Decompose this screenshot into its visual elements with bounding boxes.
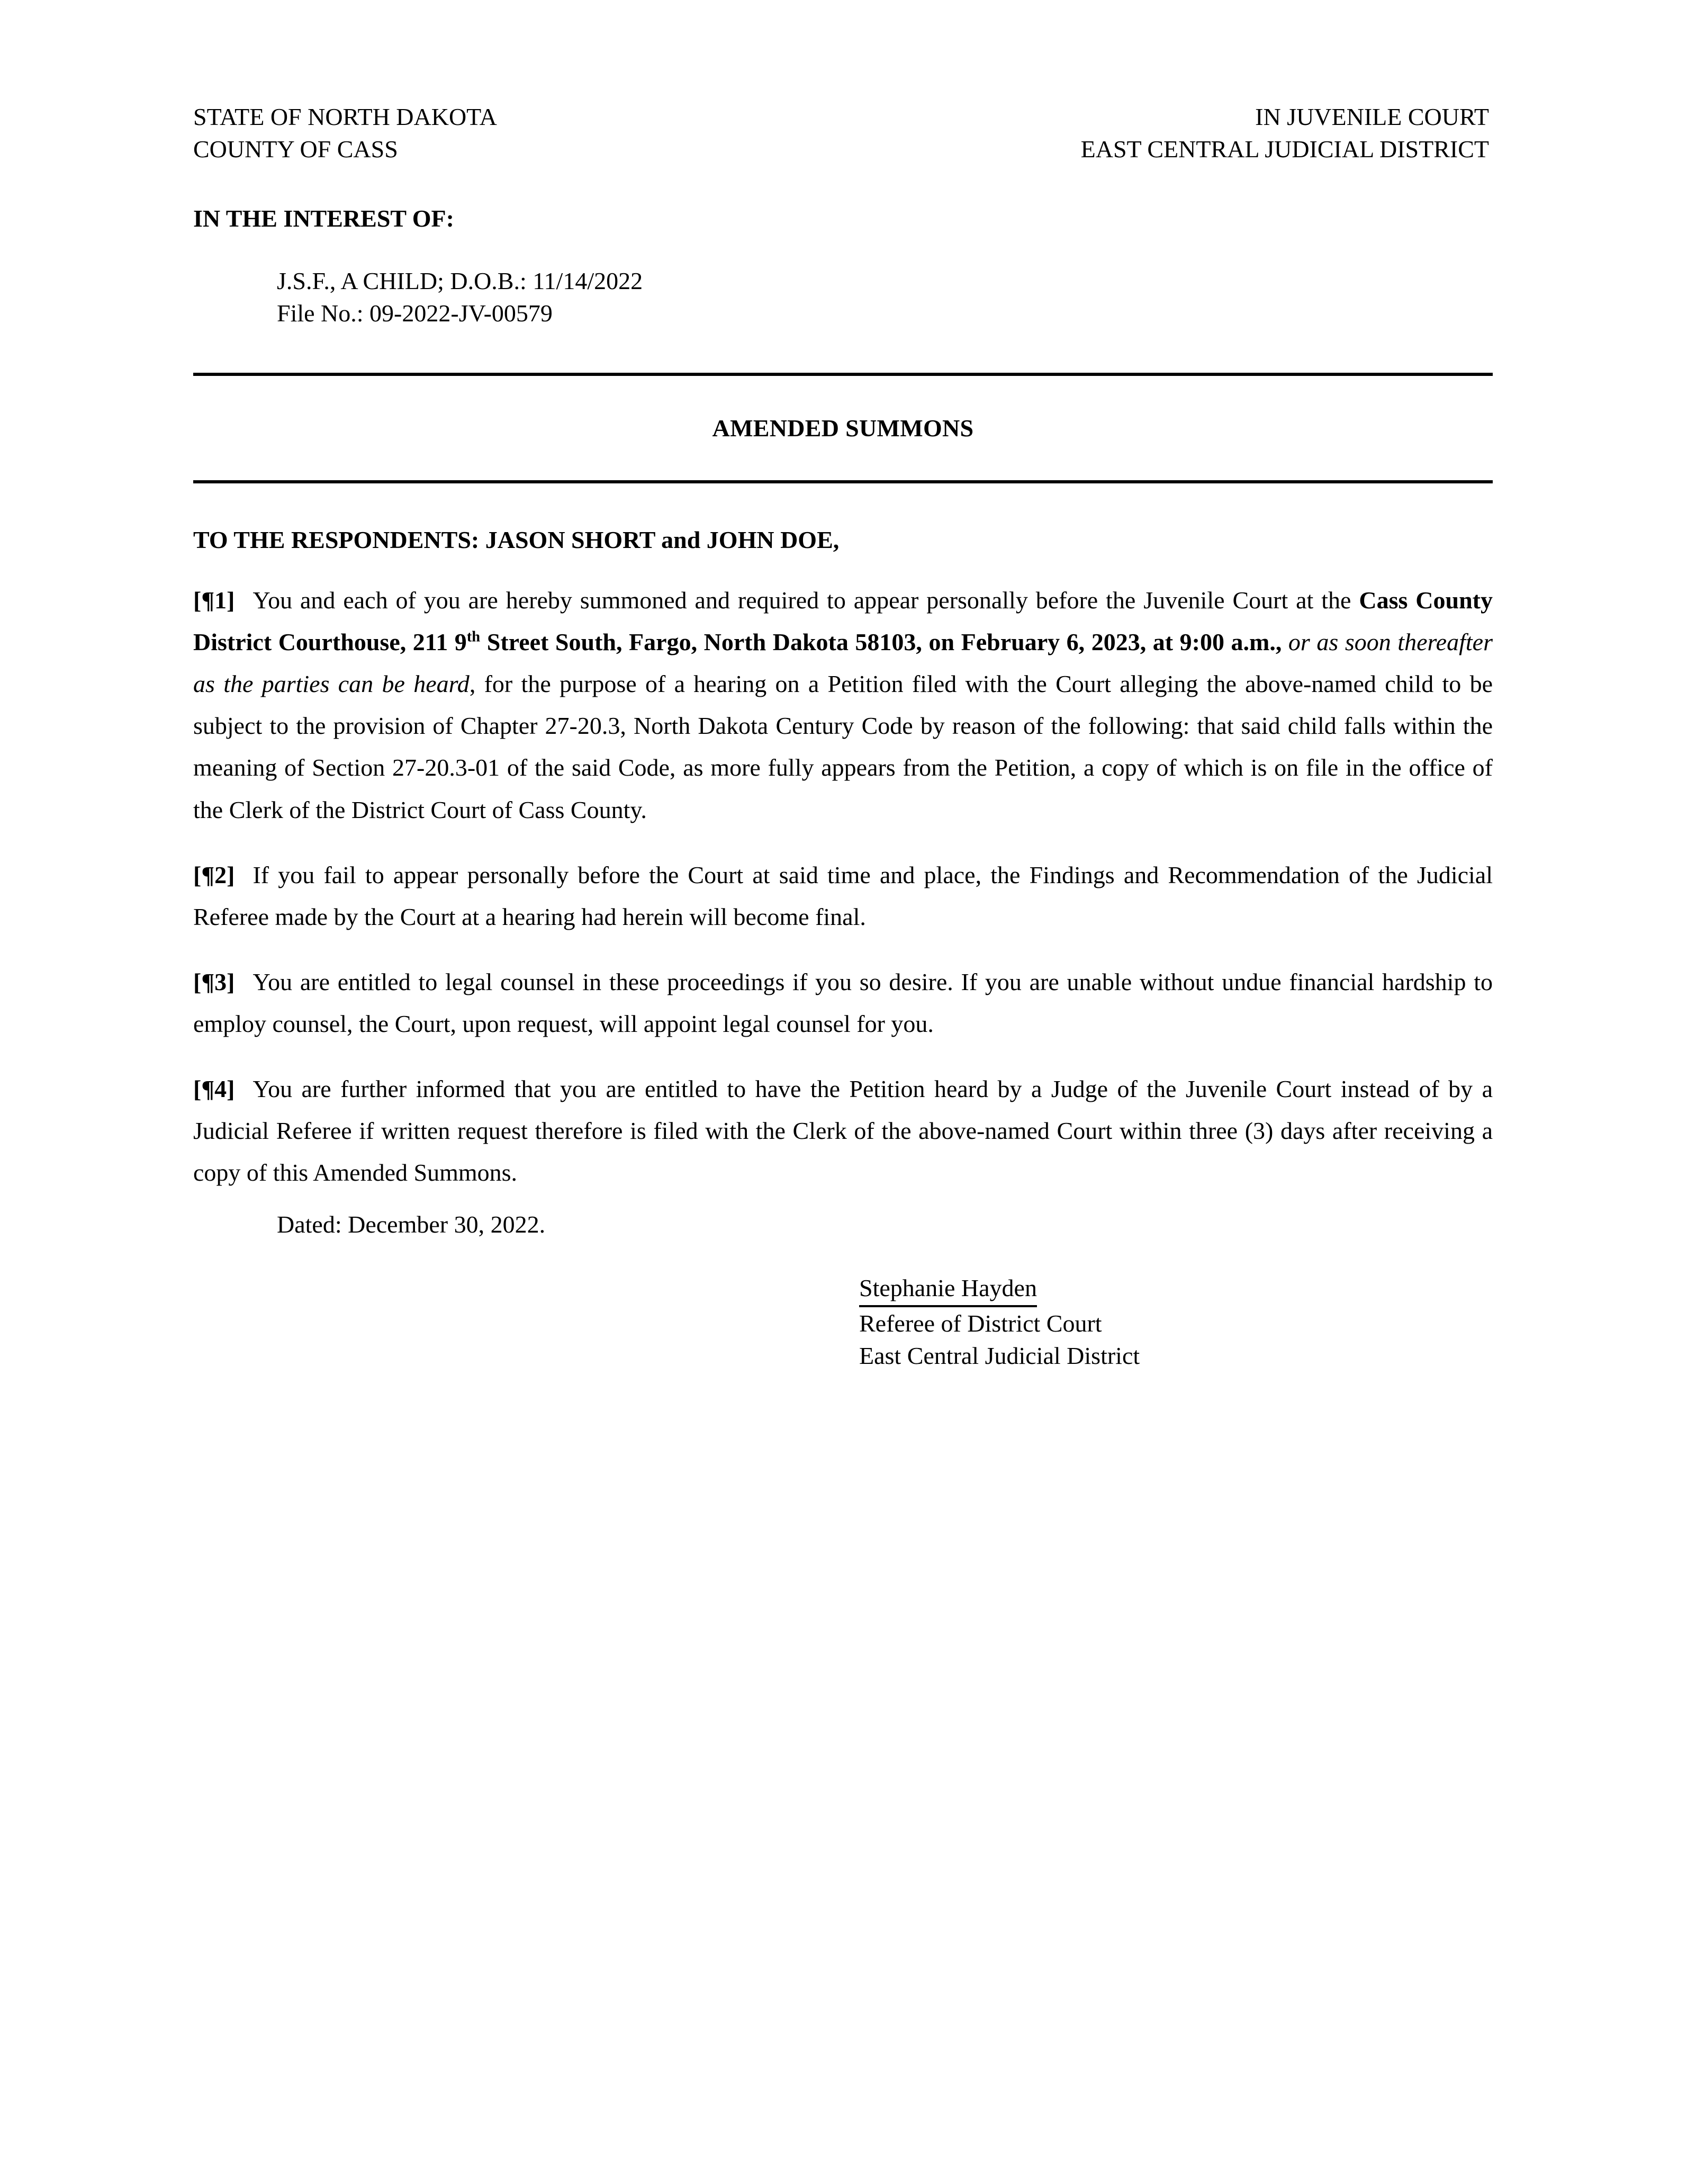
dated-line: Dated: December 30, 2022.	[277, 1211, 546, 1238]
case-caption	[277, 265, 1493, 329]
file-number-line: File No.: 09-2022-JV-00579	[277, 299, 553, 327]
court-header-right	[1081, 101, 1493, 165]
paragraph-3	[193, 961, 1493, 1045]
paragraph-4	[193, 1068, 1493, 1193]
paragraph-3-marker: [¶3]	[193, 968, 235, 995]
court-header-left	[193, 101, 497, 165]
paragraph-2	[193, 854, 1493, 938]
signature-name-wrapper	[859, 1272, 1493, 1307]
page-title: AMENDED SUMMONS	[712, 414, 974, 442]
state-line: STATE OF NORTH DAKOTA	[193, 103, 497, 130]
paragraph-1	[193, 579, 1493, 831]
respondents-line: TO THE RESPONDENTS: JASON SHORT and JOHN DOE,	[193, 526, 840, 553]
court-type-line: IN JUVENILE COURT	[1255, 103, 1489, 130]
child-identifier-line: J.S.F., A CHILD; D.O.B.: 11/14/2022	[277, 267, 643, 294]
signature-name: Stephanie Hayden	[859, 1272, 1037, 1307]
signature-block	[859, 1272, 1493, 1372]
paragraph-2-text: If you fail to appear personally before the Court at said time and place, the Findings and Recommendation of the Judicial Referee made by the Court at a hearing had herein will become final.	[193, 861, 1493, 930]
interest-heading: IN THE INTEREST OF:	[193, 205, 454, 232]
judicial-district-line: EAST CENTRAL JUDICIAL DISTRICT	[1080, 136, 1489, 163]
signature-district: East Central Judicial District	[859, 1342, 1140, 1369]
signature-title: Referee of District Court	[859, 1309, 1102, 1337]
paragraph-2-marker: [¶2]	[193, 861, 235, 888]
paragraph-1-hearing-location-a: Cass County District Courthouse, 211 9	[193, 587, 1493, 656]
page-content	[193, 0, 1493, 1372]
paragraph-1-marker: [¶1]	[193, 587, 235, 614]
ordinal-suffix-superscript: th	[466, 628, 481, 645]
paragraph-3-text: You are entitled to legal counsel in these proceedings if you so desire. If you are unable without undue financial hardship to employ counsel, the Court, upon request, will appoint legal counsel for you.	[193, 968, 1493, 1038]
county-line: COUNTY OF CASS	[193, 136, 398, 163]
paragraph-4-marker: [¶4]	[193, 1075, 235, 1103]
paragraph-1-text-b: , for the purpose of a hearing on a Petition filed with the Court alleging the above-named child to be subject to the provision of Chapter 27-20.3, North Dakota Century Code by reason of the following: that said child falls within the meaning of Section 27-20.3-01 of the said Code, as more fully appears from the Petition, a copy of which is on file in the office of the Clerk of the District Court of Cass County.	[193, 670, 1493, 823]
court-header	[193, 0, 1493, 165]
title-rule-bottom	[193, 480, 1493, 483]
paragraph-1-italic-clause: or as soon thereafter as the parties can be heard	[193, 628, 1493, 698]
paragraph-4-text: You are further informed that you are entitled to have the Petition heard by a Judge of the Juvenile Court instead of by a Judicial Referee if written request therefore is filed with the Clerk of the above-named Court within three (3) days after receiving a copy of this Amended Summons.	[193, 1075, 1493, 1187]
paragraph-1-text-a: You and each of you are hereby summoned and required to appear personally before the Juvenile Court at the	[252, 587, 1359, 614]
paragraph-1-hearing-location-b: Street South, Fargo, North Dakota 58103, on February 6, 2023, at 9:00 a.m.,	[480, 628, 1282, 656]
